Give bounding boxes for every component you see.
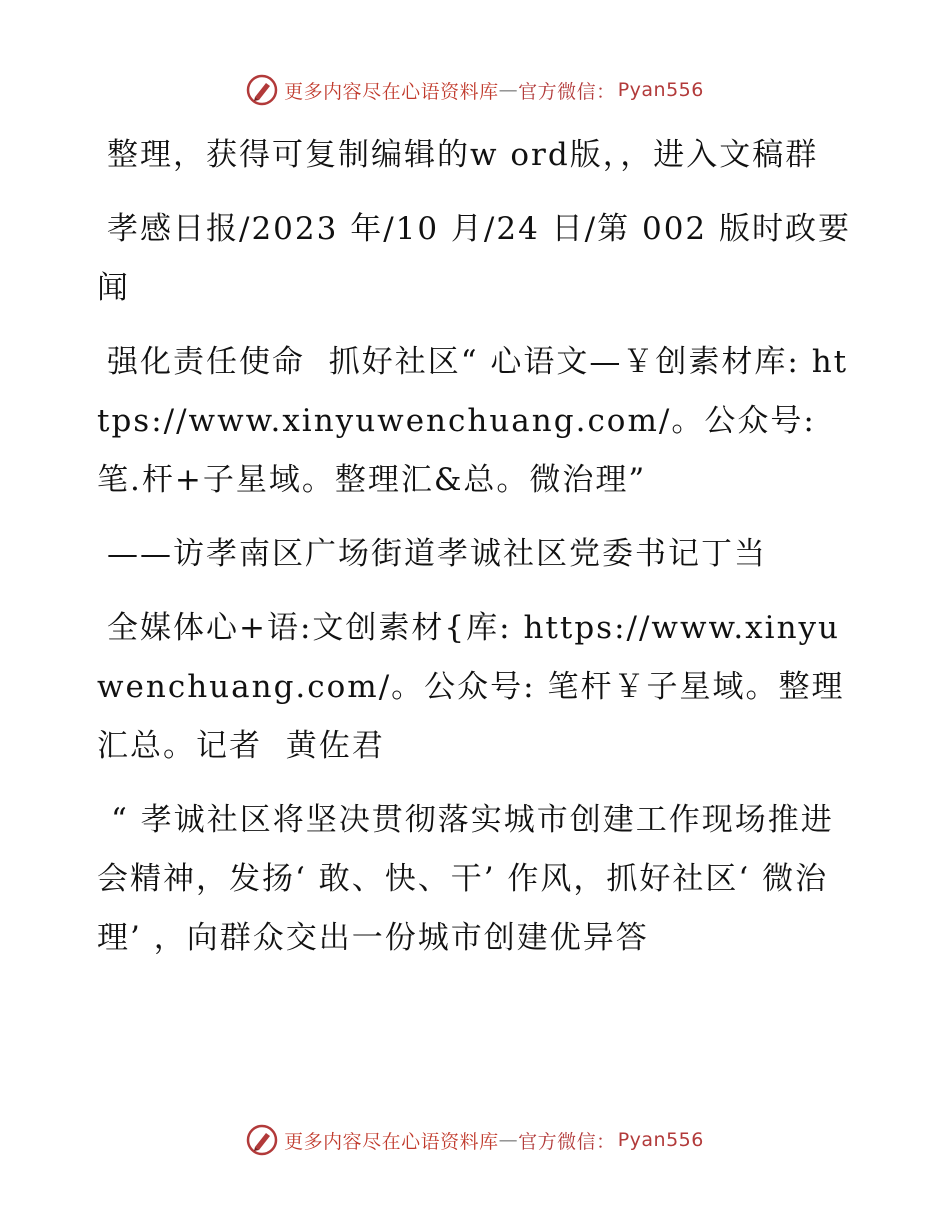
header-watermark	[0, 74, 950, 106]
paragraph-byline: 全媒体心+语:文创素材{库: https://www.xinyuwenchuang.com/。公众号: 笔杆￥子星域。整理汇总。记者 黄佐君	[97, 610, 845, 764]
watermark-separator: —	[498, 79, 519, 101]
paragraph-subheadline: ——访孝南区广场街道孝诚社区党委书记丁当	[107, 536, 767, 572]
watermark-wechat-id: Pyan556	[617, 1129, 704, 1151]
paragraph-headline: 强化责任使命 抓好社区“ 心语文—￥创素材库: https://www.xinyuwenchuang.com/。公众号: 笔.杆+子星域。整理汇&总。微治理”	[97, 344, 849, 498]
watermark-main-text: 更多内容尽在心语资料库	[284, 1130, 499, 1153]
watermark-wechat-id: Pyan556	[617, 79, 704, 101]
watermark-wechat-label: 官方微信：	[518, 80, 616, 103]
paragraph-quote: “ 孝诚社区将坚决贯彻落实城市创建工作现场推进会精神，发扬‘ 敢、快、干’ 作风，抓好社区‘ 微治理’ ，向群众交出一份城市创建优异答	[97, 802, 834, 956]
footer-watermark	[0, 1124, 950, 1156]
watermark-main-text: 更多内容尽在心语资料库	[284, 80, 499, 103]
paragraph-intro: 整理，获得可复制编辑的w ord版，，进入文稿群	[107, 137, 819, 173]
pen-logo-icon	[246, 1124, 278, 1156]
paragraph-source: 孝感日报/2023 年/10 月/24 日/第 002 版时政要闻	[97, 211, 852, 306]
watermark-separator: —	[498, 1129, 519, 1151]
watermark-wechat-label: 官方微信：	[518, 1130, 616, 1153]
document-body	[97, 126, 857, 983]
pen-logo-icon	[246, 74, 278, 106]
